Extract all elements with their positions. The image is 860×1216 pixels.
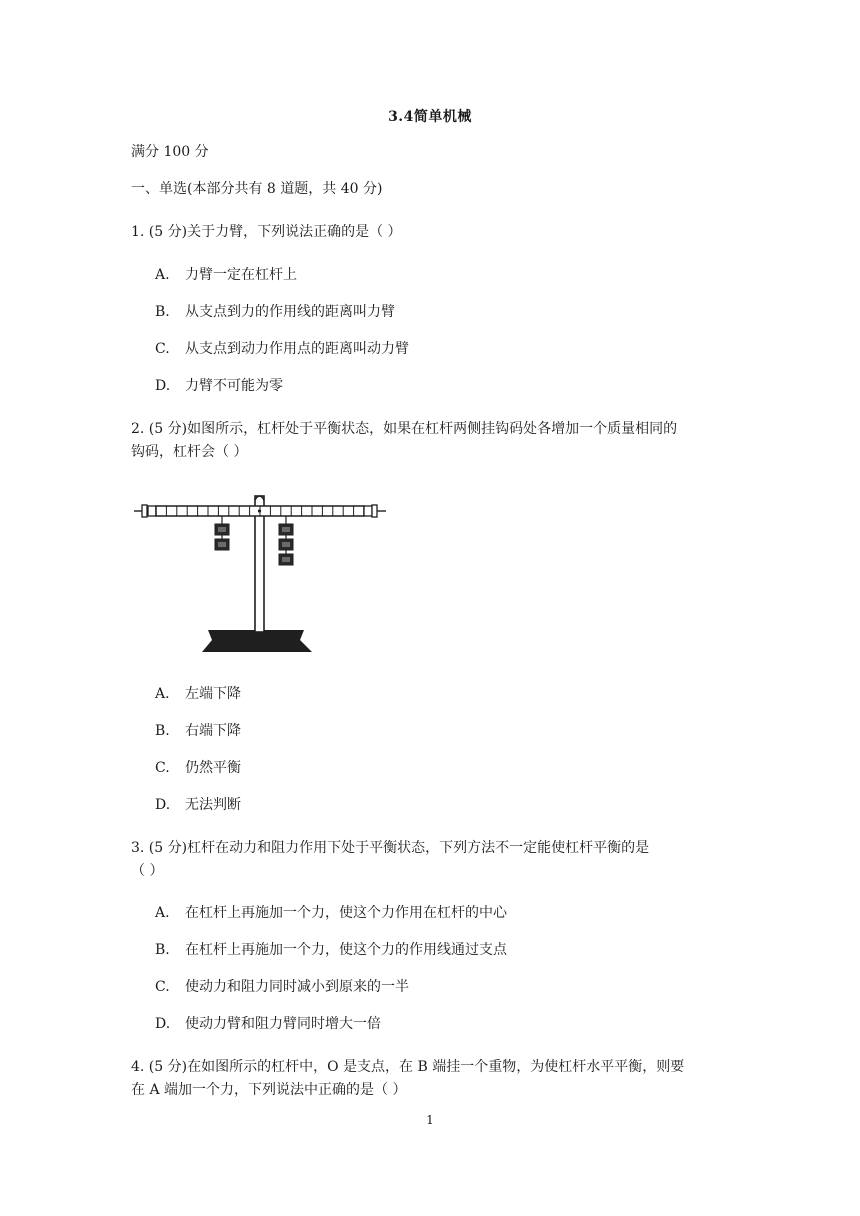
option-text: 从支点到动力作用点的距离叫动力臂 xyxy=(185,341,409,357)
question-3-stem-line2: （ ） xyxy=(131,863,164,879)
option-letter: D. xyxy=(155,797,171,813)
question-1-stem: 1. (5 分)关于力臂，下列说法正确的是（ ） xyxy=(131,224,402,240)
question-2-option-a xyxy=(155,683,241,705)
page-title: 3.4简单机械 xyxy=(388,109,472,125)
option-letter: B. xyxy=(155,304,170,320)
option-letter: D. xyxy=(155,378,171,394)
option-letter: B. xyxy=(155,723,170,739)
question-2-option-c xyxy=(155,757,241,779)
question-1-option-a xyxy=(155,264,297,286)
option-text: 左端下降 xyxy=(185,686,241,702)
question-4-stem-line2: 在 A 端加一个力，下列说法中正确的是（ ） xyxy=(131,1082,407,1098)
option-letter: D. xyxy=(155,1016,171,1032)
option-text: 从支点到力的作用线的距离叫力臂 xyxy=(185,304,395,320)
question-1-option-d xyxy=(155,375,283,397)
question-2-option-d xyxy=(155,794,241,816)
page-number: 1 xyxy=(426,1113,434,1127)
stand-base xyxy=(202,630,312,652)
left-nut xyxy=(142,505,147,517)
option-letter: C. xyxy=(155,979,170,995)
section-heading: 一、单选(本部分共有 8 道题，共 40 分) xyxy=(131,181,383,197)
option-text: 使动力臂和阻力臂同时增大一倍 xyxy=(185,1016,381,1032)
option-text: 在杠杆上再施加一个力，使这个力作用在杠杆的中心 xyxy=(185,905,507,921)
question-3-option-b xyxy=(155,939,507,961)
option-letter: A. xyxy=(155,686,170,702)
question-2-stem-line1: 2. (5 分)如图所示，杠杆处于平衡状态，如果在杠杆两侧挂钩码处各增加一个质量相同的 xyxy=(131,421,678,437)
left-knob xyxy=(148,506,156,516)
question-2-stem-line2: 钩码，杠杆会（ ） xyxy=(131,444,248,460)
right-nut xyxy=(372,505,377,517)
question-2-option-b xyxy=(155,720,241,742)
option-text: 在杠杆上再施加一个力，使这个力的作用线通过支点 xyxy=(185,942,507,958)
option-text: 仍然平衡 xyxy=(185,760,241,776)
question-4-stem-line1: 4. (5 分)在如图所示的杠杆中，O 是支点，在 B 端挂一个重物，为使杠杆水平平衡，则要 xyxy=(131,1059,685,1075)
question-1-option-c xyxy=(155,338,409,360)
option-text: 力臂不可能为零 xyxy=(185,378,283,394)
option-text: 力臂一定在杠杆上 xyxy=(185,267,297,283)
option-letter: B. xyxy=(155,942,170,958)
pivot-point xyxy=(258,509,261,512)
question-1-option-b xyxy=(155,301,395,323)
option-text: 右端下降 xyxy=(185,723,241,739)
option-text: 使动力和阻力同时减小到原来的一半 xyxy=(185,979,409,995)
question-3-option-c xyxy=(155,976,409,998)
option-text: 无法判断 xyxy=(185,797,241,813)
option-letter: C. xyxy=(155,760,170,776)
question-3-option-d xyxy=(155,1013,381,1035)
option-letter: A. xyxy=(155,267,170,283)
question-3-option-a xyxy=(155,902,507,924)
full-score: 满分 100 分 xyxy=(131,144,209,160)
question-3-stem-line1: 3. (5 分)杠杆在动力和阻力作用下处于平衡状态，下列方法不一定能使杠杆平衡的是 xyxy=(131,840,650,856)
lever-balance-figure xyxy=(128,490,388,660)
option-letter: A. xyxy=(155,905,170,921)
option-letter: C. xyxy=(155,341,170,357)
right-knob xyxy=(364,506,372,516)
